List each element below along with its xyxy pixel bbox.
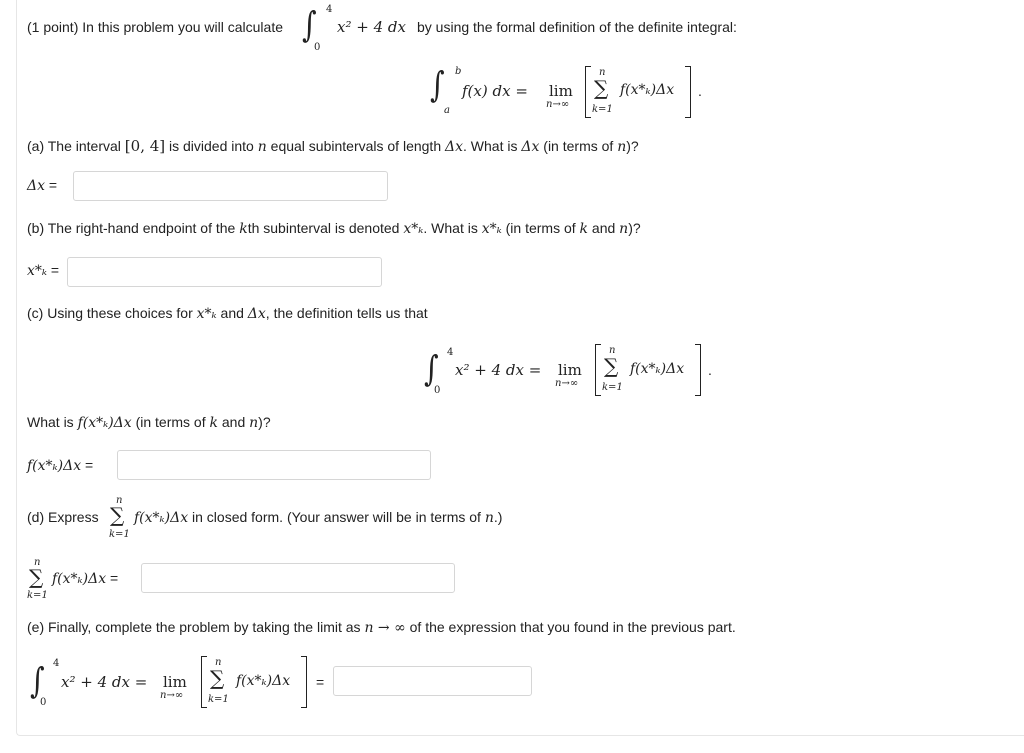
sum-closed-form-input[interactable] bbox=[141, 563, 455, 593]
part-c-lim-sub: n→∞ bbox=[555, 378, 579, 389]
part-c-integral bbox=[424, 347, 439, 390]
part-b-question: (b) The right-hand endpoint of the kth subinterval is denoted x*ₖ. What is x*ₖ (in terms of k and n)? bbox=[27, 220, 641, 237]
definition-sum-top: n bbox=[599, 67, 606, 78]
part-e-sum-bottom: k=1 bbox=[208, 694, 229, 705]
part-c-question: (c) Using these choices for x*ₖ and Δx, the definition tells us that bbox=[27, 305, 428, 322]
sigma-icon: ∑ bbox=[604, 354, 619, 378]
part-e-summand: f(x*ₖ)Δx bbox=[236, 673, 291, 689]
fxk-dx-answer-input[interactable] bbox=[117, 450, 431, 480]
interval: [0, 4] bbox=[124, 137, 166, 155]
part-c-sum-bottom: k=1 bbox=[602, 382, 623, 393]
part-e-integrand: x² + 4 dx = bbox=[61, 673, 148, 691]
integral-sign: ∫ bbox=[424, 347, 439, 390]
sigma-icon: ∑ bbox=[29, 565, 44, 589]
part-c-label: f(x*ₖ)Δx = bbox=[27, 457, 94, 474]
part-c-lim: lim bbox=[558, 361, 582, 379]
part-e-equals: = bbox=[316, 674, 325, 690]
part-c-followup: What is f(x*ₖ)Δx (in terms of k and n)? bbox=[27, 414, 271, 431]
part-e-question: (e) Finally, complete the problem by taking the limit as n → ∞ of the expression that you found in the previous part. bbox=[27, 619, 736, 636]
sigma-icon: ∑ bbox=[110, 503, 125, 527]
header-intro-end: by using the formal definition of the definite integral: bbox=[417, 19, 737, 35]
part-d-sum-top: n bbox=[116, 495, 123, 506]
part-c-upper: 4 bbox=[447, 347, 454, 358]
part-e-sum-top: n bbox=[215, 657, 222, 668]
integral-sign: ∫ bbox=[430, 63, 445, 106]
definition-period: . bbox=[698, 83, 702, 99]
final-answer-input[interactable] bbox=[333, 666, 532, 696]
definition-integral bbox=[430, 63, 445, 106]
part-c-summand: f(x*ₖ)Δx bbox=[630, 361, 685, 377]
part-d-sum-bottom: k=1 bbox=[109, 529, 130, 540]
problem-header bbox=[27, 19, 283, 35]
part-d-question-rest: f(x*ₖ)Δx in closed form. (Your answer will be in terms of n.) bbox=[134, 509, 503, 526]
part-c-sum-top: n bbox=[609, 345, 616, 356]
part-d-label-bottom: k=1 bbox=[27, 590, 48, 601]
definition-lim-sub: n→∞ bbox=[546, 99, 570, 110]
header-integrand: x² + 4 dx bbox=[337, 18, 406, 36]
part-d-label-top: n bbox=[34, 557, 41, 568]
definition-lim: lim bbox=[549, 82, 573, 100]
part-c-period: . bbox=[708, 362, 712, 378]
definition-upper: b bbox=[455, 66, 462, 77]
definition-summand: f(x*ₖ)Δx bbox=[620, 82, 675, 98]
intro-text: In this problem you will calculate bbox=[82, 19, 284, 35]
part-c-integrand: x² + 4 dx = bbox=[455, 361, 542, 379]
part-e-lim-sub: n→∞ bbox=[160, 690, 184, 701]
part-e-lim: lim bbox=[163, 673, 187, 691]
part-a-question: (a) The interval [0, 4] is divided into n equal subintervals of length Δx. What is Δx (in terms of n)? bbox=[27, 137, 639, 155]
part-e-upper: 4 bbox=[53, 658, 60, 669]
definition-lhs: f(x) dx = bbox=[462, 82, 528, 100]
integral-sign: ∫ bbox=[302, 3, 317, 46]
integral-sign: ∫ bbox=[30, 659, 45, 702]
header-lower-limit: 0 bbox=[314, 42, 321, 53]
sigma-icon: ∑ bbox=[594, 76, 609, 100]
definition-sum-bottom: k=1 bbox=[592, 104, 613, 115]
part-e-lower: 0 bbox=[40, 697, 47, 708]
part-e-integral bbox=[30, 659, 45, 702]
definition-lower: a bbox=[444, 105, 450, 116]
points-label: (1 point) bbox=[27, 19, 79, 35]
part-c-lower: 0 bbox=[434, 385, 441, 396]
part-a-label: Δx = bbox=[27, 177, 58, 194]
part-d-label: f(x*ₖ)Δx = bbox=[52, 570, 119, 587]
header-upper-limit: 4 bbox=[326, 4, 333, 15]
dx-answer-input[interactable] bbox=[73, 171, 388, 201]
xk-answer-input[interactable] bbox=[67, 257, 382, 287]
part-d-question-pre: (d) Express bbox=[27, 509, 99, 525]
sigma-icon: ∑ bbox=[210, 666, 225, 690]
part-b-label: x*ₖ = bbox=[27, 262, 60, 279]
